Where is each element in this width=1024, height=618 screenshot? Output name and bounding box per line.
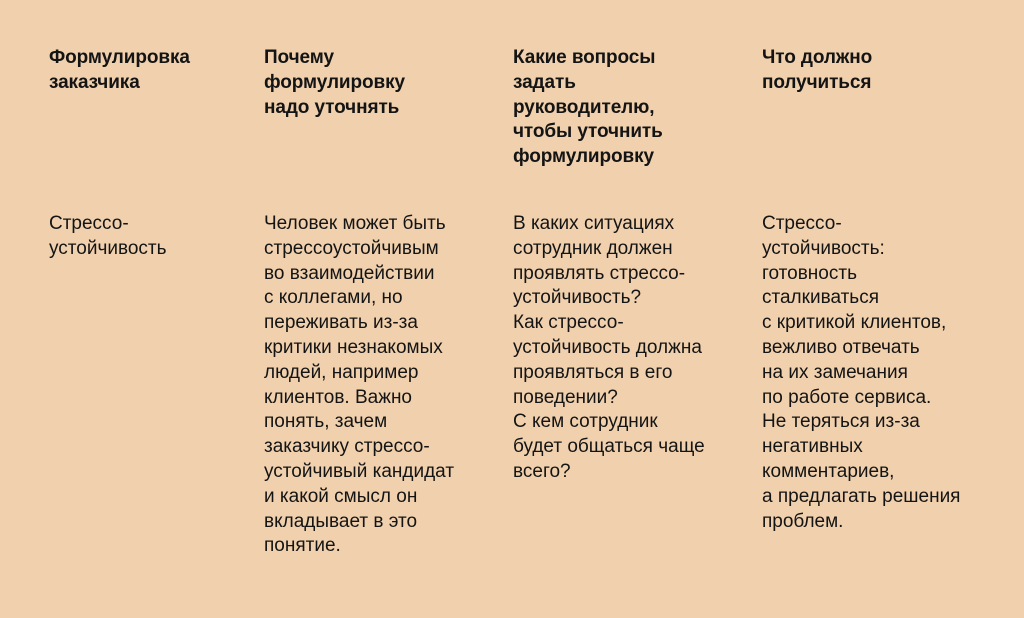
column-header <box>264 46 405 120</box>
body-line: сталкиваться <box>762 287 879 309</box>
body-line: во взаимодействии <box>264 262 435 284</box>
body-line: устойчивость <box>49 237 167 259</box>
body-line: и какой смысл он <box>264 485 418 507</box>
body-line: а предлагать решения <box>762 485 961 507</box>
body-line: критики незнакомых <box>264 336 443 358</box>
body-line: сотрудник должен <box>513 237 673 259</box>
header-line: Что должно <box>762 47 873 68</box>
body-line: Стрессо- <box>49 213 129 234</box>
body-line: понятие. <box>264 535 341 557</box>
header-line: задать <box>513 71 576 93</box>
body-line: заказчику стрессо- <box>264 436 430 458</box>
body-line: устойчивость? <box>513 287 642 309</box>
body-line: вкладывает в это <box>264 510 418 532</box>
body-line: готовность <box>762 262 857 284</box>
body-line: с коллегами, но <box>264 287 403 309</box>
body-line: стрессоустойчивым <box>264 237 439 259</box>
body-line: с критикой клиентов, <box>762 312 947 334</box>
body-line: проявляться в его <box>513 361 673 383</box>
column-body <box>513 212 705 485</box>
header-line: Формулировка <box>49 47 190 68</box>
body-line: поведении? <box>513 386 618 408</box>
header-line: надо уточнять <box>264 96 400 118</box>
body-line: Стрессо- <box>762 213 842 234</box>
column-header <box>513 46 663 170</box>
header-line: формулировку <box>264 71 405 93</box>
body-line: устойчивость: <box>762 237 885 259</box>
column-body <box>49 212 167 262</box>
body-line: переживать из-за <box>264 312 418 334</box>
body-line: устойчивость должна <box>513 336 702 358</box>
column-header <box>762 46 872 96</box>
body-line: понять, зачем <box>264 411 388 433</box>
body-line: людей, например <box>264 361 419 383</box>
body-line: Человек может быть <box>264 213 446 234</box>
body-line: комментариев, <box>762 460 895 482</box>
body-line: вежливо отвечать <box>762 336 920 358</box>
body-line: проблем. <box>762 510 844 532</box>
header-line: получиться <box>762 71 872 93</box>
body-line: Не теряться из-за <box>762 411 920 433</box>
header-line: Почему <box>264 47 334 68</box>
body-line: на их замечания <box>762 361 908 383</box>
header-line: чтобы уточнить <box>513 121 663 143</box>
body-line: будет общаться чаще <box>513 436 705 458</box>
body-line: негативных <box>762 436 863 458</box>
body-line: Как стрессо- <box>513 312 624 334</box>
body-line: С кем сотрудник <box>513 411 658 433</box>
body-line: проявлять стрессо- <box>513 262 686 284</box>
column-header <box>49 46 190 96</box>
column-body <box>762 212 960 534</box>
column-body <box>264 212 454 559</box>
body-line: по работе сервиса. <box>762 386 932 408</box>
header-line: заказчика <box>49 71 140 93</box>
header-line: руководителю, <box>513 96 655 118</box>
header-line: формулировку <box>513 146 654 168</box>
body-line: В каких ситуациях <box>513 213 675 234</box>
body-line: устойчивый кандидат <box>264 460 455 482</box>
body-line: клиентов. Важно <box>264 386 413 408</box>
header-line: Какие вопросы <box>513 47 656 68</box>
body-line: всего? <box>513 460 571 482</box>
